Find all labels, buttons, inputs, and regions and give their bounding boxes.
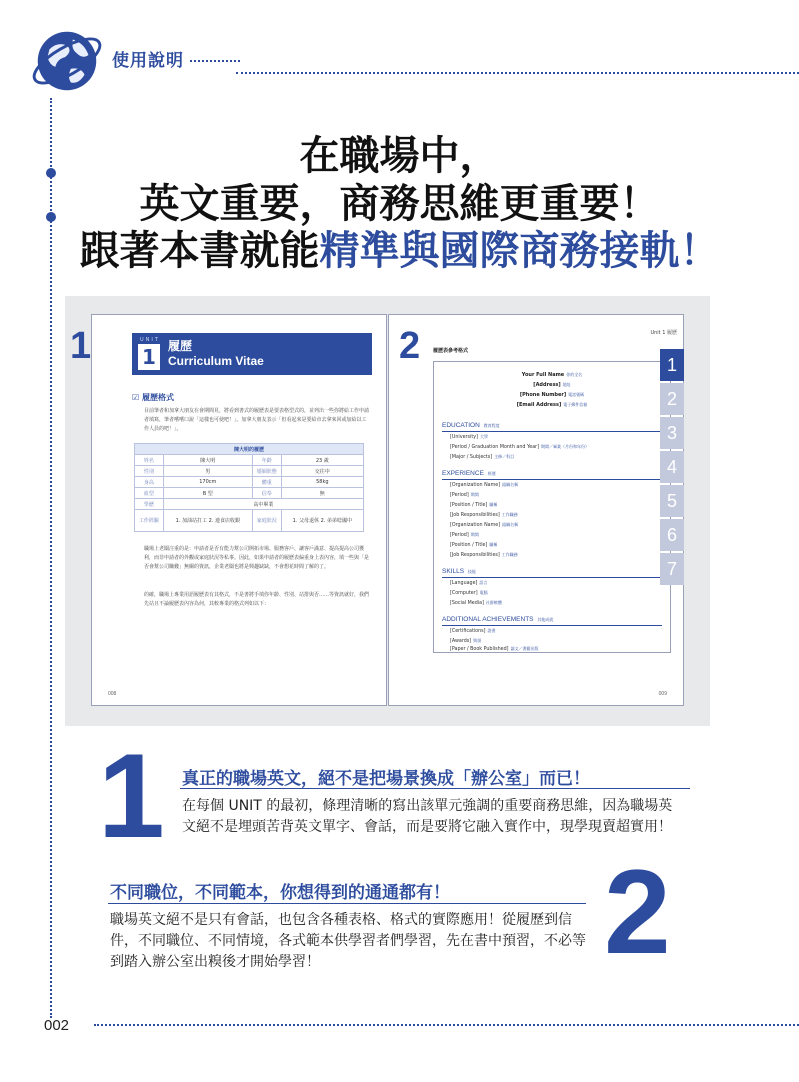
feature-number: 1 <box>98 729 165 863</box>
ref-item: [Period] 期間 <box>450 532 479 538</box>
ref-item: [Paper / Book Published] 論文／書籍出版 <box>450 646 539 652</box>
table-row: 性別 男 婚姻狀態 交往中 <box>135 466 364 477</box>
ref-item: [Organization Name] 組織名稱 <box>450 522 519 528</box>
table-row: 學歷 高中畢業 <box>135 499 364 510</box>
resume-template <box>433 361 671 653</box>
feature-title: 不同職位，不同範本，你想得到的通通都有！ <box>110 883 450 903</box>
ref-item: [Period / Graduation Month and Year] 期間／畢業（月份和年份） <box>450 444 589 450</box>
chapter-tab: 3 <box>660 417 684 449</box>
ref-section-head: EDUCATION 教育程度 <box>442 422 500 429</box>
folio: 008 <box>108 691 117 697</box>
headline-line-3: 跟著本書就能精準與國際商務接軌！ <box>79 228 720 274</box>
resume-table <box>134 443 364 532</box>
ref-item: [Computer] 電腦 <box>450 590 488 596</box>
table-row: 身高 170cm 體重 58kg <box>135 477 364 488</box>
page-callout-number: 2 <box>399 325 421 367</box>
ref-item: [Organization Name] 組織名稱 <box>450 482 519 488</box>
ref-item: [Job Responsibilities] 工作職務 <box>450 552 518 558</box>
unit-banner: UNIT 1 履歷 Curriculum Vitae <box>132 333 372 375</box>
running-head: Unit 1 履歷 <box>650 330 677 336</box>
feature-title: 真正的職場英文，絕不是把場景換成「辦公室」而已！ <box>182 769 590 789</box>
paragraph: 目前筆者和加拿大朋友在會期間見，將看到書式的履歷表是要表格型式的，並列出一些你將給工作申請者填寫，筆者嚐嚐口說「這樣也可使吧！」。加拿大朋友表示「但看起來是要給市去拿來回或加給以工作人員的吧！」。 <box>144 408 370 432</box>
globe-icon <box>28 22 106 100</box>
ref-item: [Language] 語言 <box>450 580 488 586</box>
chapter-tab: 5 <box>660 485 684 517</box>
ref-header-line: [Phone Number] 電話號碼 <box>519 392 585 398</box>
headline-highlight: 精準與國際商務接軌 <box>319 228 680 274</box>
header-rule <box>236 72 799 74</box>
paragraph: 職場上老闆注重的是：申請者是否有能力幫公司開拓市場、服務客戶、讓客戶滿意、提高提高公司獲利，而非申請者的外觀或家庭狀況等私事。因此，如果申請者的履歷表偏重身上表內容，填一些與「是否會幫公司賺錢」無關的資訊，企業老闆也將是興趣缺缺，不會想花時間了解的了。 <box>144 546 370 570</box>
ref-item: [Position / Title] 職稱 <box>450 502 498 508</box>
ref-item: [Major / Subjects] 主修／科目 <box>450 454 515 460</box>
header-dots <box>190 60 240 62</box>
footer-rule <box>94 1024 799 1026</box>
ref-header-line: Your Full Name 你的全名 <box>521 372 583 378</box>
chapter-tab: 2 <box>660 383 684 415</box>
chapter-tab: 1 <box>660 349 684 381</box>
ref-item: [Position / Title] 職稱 <box>450 542 498 548</box>
unit-number: 1 <box>138 344 160 370</box>
page-number: 002 <box>44 1017 70 1034</box>
ref-item: [University] 大學 <box>450 434 488 440</box>
section-label: ☑ 履歷格式 <box>132 393 174 402</box>
feature-rule <box>180 788 690 789</box>
chapter-tab: 4 <box>660 451 684 483</box>
book-spread-image <box>65 296 710 726</box>
feature-text: 在每個 UNIT 的最初，條理清晰的寫出該單元強調的重要商務思維，因為職場英文絕不是埋頭苦背英文單字、會話，而是要將它融入實作中，現學現賣超實用！ <box>182 798 673 835</box>
ref-title: 履歷表參考格式 <box>433 348 469 354</box>
feature-text: 職場英文絕不是只有會話，也包含各種表格、格式的實際應用！從履歷到信件，不同職位、不同情境，各式範本供學習者們學習，先在書中預習，不必等到踏入辦公室出糗後才開始學習！ <box>110 912 586 970</box>
table-row: 姓名 陳大明 年齡 23 歲 <box>135 455 364 466</box>
right-page <box>388 314 684 706</box>
ref-item: [Job Responsibilities] 工作職務 <box>450 512 518 518</box>
unit-title-cn: 履歷 <box>168 339 193 353</box>
feature-number: 2 <box>604 845 671 979</box>
ref-header-line: [Email Address] 電子郵件信箱 <box>516 402 588 408</box>
ref-section-head: EXPERIENCE 經歷 <box>442 470 496 477</box>
page-callout-number: 1 <box>70 325 92 367</box>
paragraph: 的確，職場上專業用語履歷表有其格式，不是書將手填你年齡、性別、站排與否……等資訊就好，我們先站且不論履歷表內容為何，其較專業的格式列如以下： <box>144 592 370 607</box>
chapter-tab: 6 <box>660 519 684 551</box>
table-row: 工作經驗 1. 加油站打工 2. 連食店收銀 家庭狀況 1. 父母退休 2. 弟弟唸國中 <box>135 510 364 532</box>
chapter-tab: 7 <box>660 553 684 585</box>
chapter-tabs <box>660 349 684 587</box>
ref-item: [Period] 期間 <box>450 492 479 498</box>
header-title: 使用說明 <box>112 51 184 71</box>
ref-header-line: [Address] 地址 <box>533 382 571 388</box>
headline-line-2: 英文重要，商務思維更重要！ <box>139 181 660 227</box>
left-page <box>70 314 387 706</box>
folio: 009 <box>658 691 667 697</box>
table-row: 血型 B 型 信奉 無 <box>135 488 364 499</box>
unit-title-en: Curriculum Vitae <box>168 354 264 368</box>
headline-line-1: 在職場中， <box>299 133 500 179</box>
ref-section-head: SKILLS 技能 <box>442 568 476 575</box>
feature-rule <box>108 903 586 904</box>
ref-section-head: ADDITIONAL ACHIEVEMENTS 其他成就 <box>442 616 554 623</box>
table-caption: 陳大明的履歷 <box>135 444 364 455</box>
ref-item: [Social Media] 社群軟體 <box>450 600 502 606</box>
ref-item: [Certifications] 證書 <box>450 628 496 634</box>
ref-item: [Awards] 獎項 <box>450 638 482 644</box>
